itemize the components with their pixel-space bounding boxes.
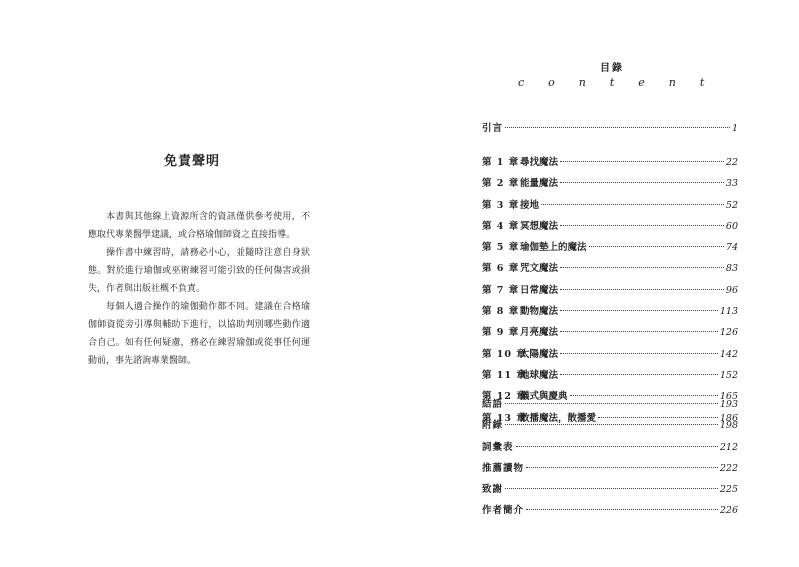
toc-page-number: 113	[719, 306, 738, 318]
toc-entry	[482, 417, 738, 438]
toc-dot-leader	[560, 181, 724, 183]
toc-page-number: 60	[725, 220, 738, 232]
toc-subtitle: content	[518, 76, 729, 89]
toc-page-number: 222	[719, 462, 738, 474]
toc-entry-title: 致謝	[482, 484, 504, 496]
toc-dot-leader	[560, 160, 724, 162]
toc-entry	[482, 460, 738, 481]
toc-entry-title: 月亮魔法	[520, 327, 559, 339]
toc-dot-leader	[505, 487, 718, 489]
toc-dot-leader	[560, 373, 718, 375]
toc-entry-title: 推薦讀物	[482, 462, 525, 474]
toc-entry-title: 冥想魔法	[520, 220, 559, 232]
toc-chapter-number: 第 5 章	[482, 242, 520, 254]
toc-entry-title: 地球魔法	[520, 369, 559, 381]
toc-page-number: 142	[719, 348, 738, 360]
toc-entry-title: 附錄	[482, 420, 504, 432]
disclaimer-title: 免責聲明	[164, 154, 221, 169]
toc-entry-title: 詞彙表	[482, 441, 514, 453]
toc-page-number: 186	[719, 412, 738, 424]
toc-dot-leader	[560, 309, 718, 311]
toc-entry-title: 咒文魔法	[520, 263, 559, 275]
toc-entry	[482, 346, 738, 367]
toc-chapter-list	[482, 154, 738, 431]
toc-entry-title: 動物魔法	[520, 306, 559, 318]
toc-entry-title: 結語	[482, 399, 504, 410]
toc-entry	[482, 396, 738, 417]
toc-dot-leader	[526, 466, 718, 468]
toc-title: 目錄	[600, 63, 624, 74]
toc-dot-leader	[526, 508, 718, 510]
toc-page-number: 212	[719, 441, 738, 453]
toc-page-number: 193	[719, 399, 738, 410]
toc-page-number: 226	[719, 505, 738, 517]
left-page	[0, 0, 399, 567]
toc-chapter-number: 第 10 章	[482, 348, 527, 360]
toc-page-number: 22	[725, 157, 738, 168]
toc-chapter-number: 第 9 章	[482, 327, 520, 339]
toc-chapter-number: 第 6 章	[482, 263, 520, 275]
toc-entry	[482, 439, 738, 460]
toc-dot-leader	[541, 203, 724, 205]
disclaimer-paragraph: 操作書中練習時，請務必小心，並隨時注意自身狀態。對於進行瑜伽或巫術練習可能引致的任何傷害或損失，作者與出版社概不負責。	[88, 248, 310, 294]
toc-entry	[482, 502, 738, 523]
toc-entry-title: 日常魔法	[520, 284, 559, 296]
toc-page-number: 126	[719, 327, 738, 339]
toc-page-number: 198	[719, 420, 738, 432]
toc-entry	[482, 303, 738, 324]
toc-entry-title: 儀式與慶典	[520, 391, 568, 403]
toc-dot-leader	[560, 266, 724, 268]
toc-entry-title: 太陽魔法	[520, 348, 559, 360]
toc-entry	[482, 154, 738, 175]
toc-page-number: 33	[725, 178, 738, 190]
disclaimer-paragraph: 每個人適合操作的瑜伽動作都不同。建議在合格瑜伽師資從旁引導與輔助下進行，以協助判別哪些動作適合自己。如有任何疑慮，務必在練習瑜伽或從事任何運動前，事先諮詢專業醫師。	[88, 302, 310, 366]
toc-entry	[482, 197, 738, 218]
toc-page-number: 152	[719, 369, 738, 381]
toc-dot-leader	[589, 245, 724, 247]
toc-entry	[482, 239, 738, 260]
toc-chapter-number: 第 7 章	[482, 284, 520, 296]
toc-entry	[482, 175, 738, 196]
toc-chapter-number: 第 3 章	[482, 199, 520, 211]
toc-dot-leader	[505, 126, 730, 128]
toc-chapter-number: 第 1 章	[482, 157, 520, 168]
toc-entry	[482, 260, 738, 281]
toc-intro-list	[482, 120, 738, 141]
toc-page-number: 74	[725, 242, 738, 254]
toc-entry	[482, 282, 738, 303]
disclaimer-paragraph: 本書與其他線上資源所含的資訊僅供參考使用，不應取代專業醫學建議，或合格瑜伽師資之直接指導。	[88, 212, 310, 240]
toc-dot-leader	[560, 352, 718, 354]
toc-page-number: 165	[719, 391, 738, 403]
toc-backmatter-list	[482, 396, 738, 524]
toc-entry-title: 尋找魔法	[520, 157, 559, 168]
toc-entry	[482, 120, 738, 141]
toc-entry-title: 接地	[520, 199, 540, 211]
toc-entry	[482, 367, 738, 388]
toc-page-number: 225	[719, 484, 738, 496]
toc-entry-title: 引言	[482, 123, 504, 134]
toc-dot-leader	[560, 330, 718, 332]
toc-chapter-number: 第 4 章	[482, 220, 520, 232]
toc-chapter-number: 第 13 章	[482, 412, 527, 424]
toc-dot-leader	[505, 402, 718, 404]
toc-page-number: 83	[725, 263, 738, 275]
toc-dot-leader	[505, 423, 718, 425]
toc-entry-title: 能量魔法	[520, 178, 559, 190]
toc-entry-title: 瑜伽墊上的魔法	[520, 242, 587, 254]
disclaimer-body	[88, 208, 310, 370]
toc-dot-leader	[560, 288, 724, 290]
toc-entry	[482, 218, 738, 239]
toc-page-number: 52	[725, 199, 738, 211]
toc-chapter-number: 第 8 章	[482, 306, 520, 318]
toc-chapter-number: 第 12 章	[482, 391, 527, 403]
toc-entry	[482, 481, 738, 502]
toc-entry	[482, 324, 738, 345]
toc-chapter-number: 第 11 章	[482, 369, 527, 381]
toc-entry-title: 作者簡介	[482, 505, 525, 517]
toc-entry-title: 散播魔法，散播愛	[520, 412, 597, 424]
toc-chapter-number: 第 2 章	[482, 178, 520, 190]
toc-dot-leader	[516, 445, 718, 447]
right-page	[400, 0, 799, 567]
toc-page-number: 1	[731, 123, 738, 134]
toc-dot-leader	[560, 224, 724, 226]
toc-page-number: 96	[725, 284, 738, 296]
